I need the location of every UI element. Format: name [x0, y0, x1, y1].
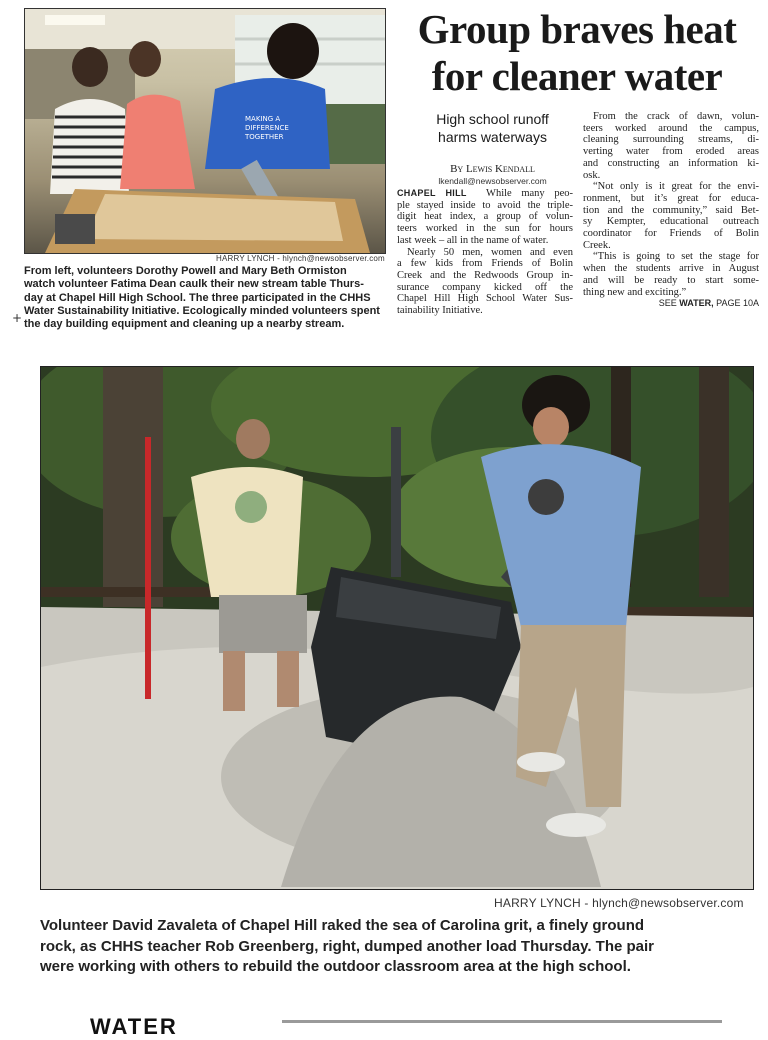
divider-rule — [282, 1020, 722, 1023]
body-line: “Not only is it great for the envi- — [593, 181, 759, 193]
body-text: While many peo- — [486, 188, 574, 199]
photo-volunteers-raking-grit — [40, 366, 754, 890]
body-line: coordinator for Friends of Bolin — [583, 228, 759, 240]
caption-line: rock, as CHHS teacher Rob Greenberg, right, dumped another load Thursday. The pair — [40, 937, 655, 955]
headline-line: Group braves heat — [417, 6, 737, 52]
svg-text:DIFFERENCE: DIFFERENCE — [245, 124, 289, 132]
caption-line: day at Chapel Hill High School. The three participated in the CHHS — [24, 291, 371, 304]
photo-raking-illustration — [41, 367, 753, 889]
body-line: tion and the community,” said Bet- — [583, 204, 759, 216]
caption-line: Water Sustainability Initiative. Ecologically minded volunteers spent — [24, 304, 380, 317]
body-line: osk. — [583, 169, 601, 181]
body-line: “This is going to set the stage for — [593, 251, 759, 263]
body-line: Creek and the Redwoods Group in- — [397, 269, 573, 281]
body-line: Chapel Hill High School Water Sus- — [397, 293, 573, 305]
body-line: thing new and exciting.” — [583, 286, 687, 298]
body-line: teers worked in the sun for hours — [397, 223, 573, 235]
body-line: cleaning surrounding streams, di- — [583, 134, 759, 146]
jump-line[interactable] — [583, 298, 759, 310]
body-line: Creek. — [583, 239, 611, 251]
caption-line: From left, volunteers Dorothy Powell and Mary Beth Ormiston — [24, 265, 347, 277]
body-line: teers worked around the campus, — [583, 122, 759, 134]
photo-volunteers-illustration — [25, 9, 385, 253]
caption-line: were working with others to rebuild the outdoor classroom area at the high school. — [40, 958, 631, 975]
article-column-2 — [583, 111, 759, 310]
dateline: CHAPEL HILL — [397, 188, 467, 198]
body-line: ple stayed inside to avoid the triple- — [397, 199, 573, 211]
subhead-line: harms waterways — [438, 129, 547, 145]
photo-credit-top: HARRY LYNCH - hlynch@newsobserver.com — [216, 254, 385, 263]
photo-credit-main: HARRY LYNCH - hlynch@newsobserver.com — [494, 896, 744, 910]
body-line: and constructing an information ki- — [583, 157, 759, 169]
byline-author: By Lewis Kendall — [450, 163, 535, 175]
body-line: and will be ready to start some- — [583, 274, 759, 286]
body-line: when the students arrive in August — [583, 263, 759, 275]
body-line: From the crack of dawn, volun- — [593, 111, 759, 122]
photo-volunteers-stream-table — [24, 8, 386, 254]
photo-caption-main — [40, 916, 654, 978]
caption-line: the day building equipment and cleaning up a nearby stream. — [24, 318, 345, 331]
headline-line: for cleaner water — [431, 53, 723, 99]
byline-email: lkendall@newsobserver.com — [438, 176, 547, 186]
body-line: verting water from eroded areas — [583, 146, 759, 158]
body-line: last week – all in the name of water. — [397, 234, 549, 246]
caption-line: watch volunteer Fatima Dean caulk their new stream table Thurs- — [24, 278, 364, 291]
body-line: ronment, but it’s great for educa- — [583, 192, 759, 204]
byline — [400, 163, 585, 187]
jump-see: SEE — [658, 298, 677, 309]
next-headline-fragment: WATER — [90, 1014, 178, 1039]
headline — [392, 6, 762, 100]
photo-caption-top — [24, 265, 380, 331]
jump-target: WATER, — [679, 298, 714, 309]
subheadline — [400, 110, 585, 146]
body-line: digit heat index, a group of volun- — [397, 211, 573, 223]
subhead-line: High school runoff — [436, 111, 549, 127]
body-line: sy Kempter, educational outreach — [583, 216, 759, 228]
registration-mark-icon: + — [12, 311, 23, 325]
jump-page: PAGE 10A — [716, 298, 759, 309]
article-column-1 — [397, 188, 573, 317]
svg-text:TOGETHER: TOGETHER — [245, 133, 284, 141]
shirt-text: MAKING A — [245, 115, 281, 123]
body-line: surance company kicked off the — [397, 281, 573, 293]
caption-line: Volunteer David Zavaleta of Chapel Hill raked the sea of Carolina grit, a finely ground — [40, 917, 645, 934]
body-line: a few kids from Friends of Bolin — [397, 258, 573, 270]
body-line: Nearly 50 men, women and even — [407, 246, 573, 258]
body-line: tainability Initiative. — [397, 305, 483, 317]
